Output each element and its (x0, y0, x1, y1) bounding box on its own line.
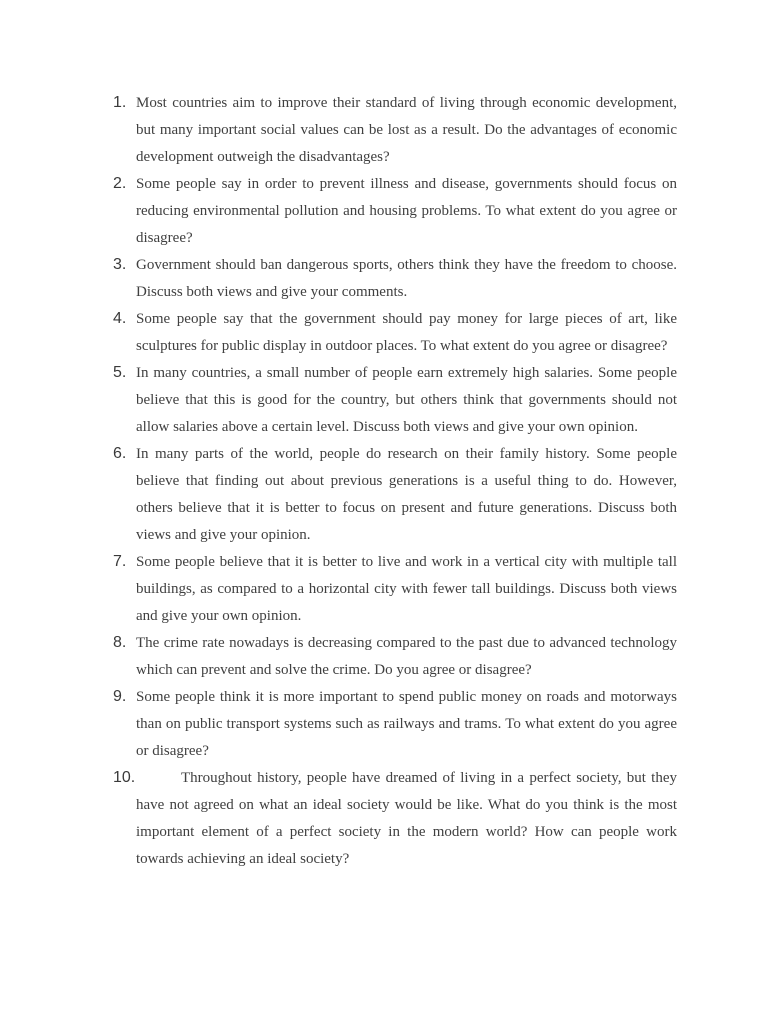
question-text-4: Some people say that the government should pay money for large pieces of art, like sculptures for public display in outdoor places. To what extent do you agree or disagree? (136, 311, 677, 354)
question-item-3 (112, 252, 677, 306)
question-item-10 (112, 765, 677, 873)
question-number-8: 8. (113, 634, 127, 651)
question-item-7 (112, 549, 677, 630)
question-item-1 (112, 90, 677, 171)
question-number-3: 3. (113, 256, 127, 273)
question-item-5 (112, 360, 677, 441)
question-text-5: In many countries, a small number of people earn extremely high salaries. Some people believe that this is good for the country, but others think that governments should not allow salaries above a certain level. Discuss both views and give your own opinion. (136, 365, 677, 435)
question-item-9 (112, 684, 677, 765)
question-item-8 (112, 630, 677, 684)
question-text-3: Government should ban dangerous sports, others think they have the freedom to choose. Discuss both views and give your comments. (136, 257, 677, 300)
question-text-7: Some people believe that it is better to live and work in a vertical city with multiple tall buildings, as compared to a horizontal city with fewer tall buildings. Discuss both views and give your own opinion. (136, 554, 677, 624)
question-item-4 (112, 306, 677, 360)
question-number-2: 2. (113, 175, 127, 192)
question-number-1: 1. (113, 94, 127, 111)
question-text-1: Most countries aim to improve their standard of living through economic development, but many important social values can be lost as a result. Do the advantages of economic development outweigh the disadvantages? (136, 95, 677, 165)
question-text-2: Some people say in order to prevent illness and disease, governments should focus on reducing environmental pollution and housing problems. To what extent do you agree or disagree? (136, 176, 677, 246)
question-number-4: 4. (113, 310, 127, 327)
question-number-5: 5. (113, 364, 127, 381)
question-text-10: Throughout history, people have dreamed of living in a perfect society, but they have not agreed on what an ideal society would be like. What do you think is the most important element of a perfect society in the modern world? How can people work towards achieving an ideal society? (136, 770, 677, 867)
question-number-6: 6. (113, 445, 127, 462)
question-number-9: 9. (113, 688, 127, 705)
question-text-9: Some people think it is more important to spend public money on roads and motorways than on public transport systems such as railways and trams. To what extent do you agree or disagree? (136, 689, 677, 759)
question-number-7: 7. (113, 553, 127, 570)
question-text-6: In many parts of the world, people do research on their family history. Some people believe that finding out about previous generations is a useful thing to do. However, others believe that it is better to focus on present and future generations. Discuss both views and give your opinion. (136, 446, 677, 543)
essay-question-list (112, 90, 677, 873)
question-number-10: 10. (113, 769, 136, 786)
question-item-6 (112, 441, 677, 549)
question-text-8: The crime rate nowadays is decreasing compared to the past due to advanced technology which can prevent and solve the crime. Do you agree or disagree? (136, 635, 677, 678)
question-item-2 (112, 171, 677, 252)
